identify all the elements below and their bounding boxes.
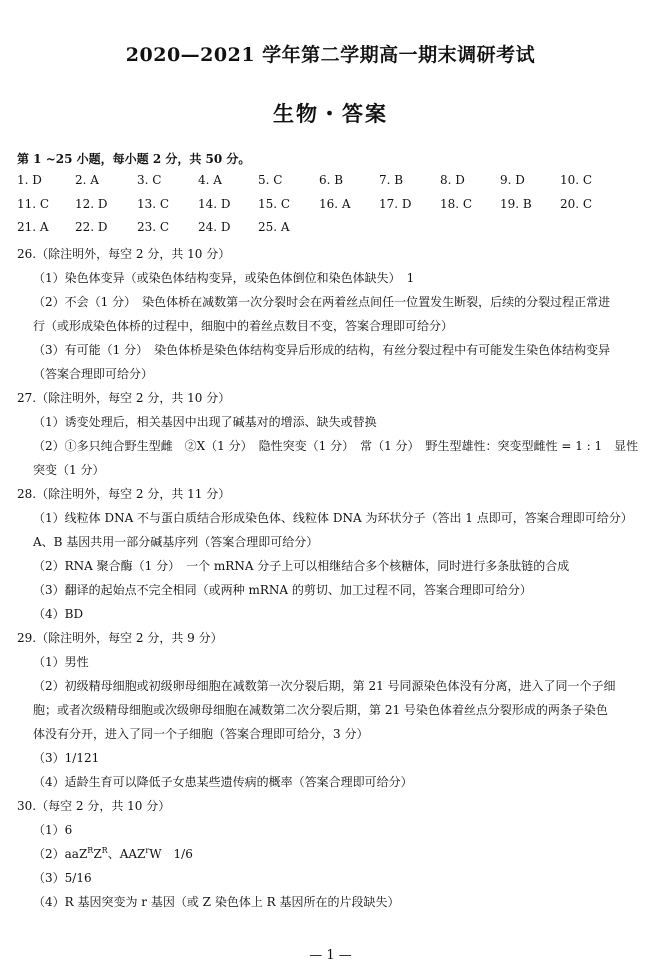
genotype-superscript: R <box>101 846 108 855</box>
answer-item: 1. D <box>17 173 42 187</box>
exam-title: 2020—2021 学年第二学期高一期末调研考试 <box>125 44 536 66</box>
answer-item: 10. C <box>560 173 593 187</box>
answer-item: 23. C <box>137 220 170 234</box>
q29-heading: 29.（除注明外，每空 2 分，共 9 分） <box>17 631 223 645</box>
q26-part3-cont: （答案合理即可给分） <box>33 367 154 381</box>
genotype-text: W 1/6 <box>149 847 193 861</box>
answer-item: 6. B <box>319 173 344 187</box>
genotype-superscript: r <box>145 846 150 855</box>
answer-item: 21. A <box>17 220 49 234</box>
q28-part4: （4）BD <box>33 607 84 621</box>
q26-part2-cont: 行（或形成染色体桥的过程中，细胞中的着丝点数目不变，答案合理即可给分） <box>33 319 454 333</box>
genotype-text: （2）aaZ <box>33 847 88 861</box>
q26-part2: （2）不会（1 分） 染色体桥在减数第一次分裂时会在两着丝点间任一位置发生断裂，后续的分裂过程正常进 <box>33 295 611 309</box>
q27-part1: （1）诱变处理后，相关基因中出现了碱基对的增添、缺失或替换 <box>33 415 377 429</box>
q29-part2-cont: 胞；或者次级精母细胞或次级卵母细胞在减数第二次分裂后期，第 21 号染色体着丝点分裂形成的两条子染色 <box>33 703 608 717</box>
answer-item: 7. B <box>379 173 404 187</box>
q29-part4: （4）适龄生育可以降低子女患某些遗传病的概率（答案合理即可给分） <box>33 775 413 789</box>
q29-part1: （1）男性 <box>33 655 89 669</box>
genotype-text: Z <box>93 847 102 861</box>
q27-part2-cont: 突变（1 分） <box>33 463 105 477</box>
q29-part2: （2）初级精母细胞或初级卵母细胞在减数第一次分裂后期，第 21 号同源染色体没有分离，进入了同一个子细 <box>33 679 616 693</box>
q26-part1: （1）染色体变异（或染色体结构变异，或染色体倒位和染色体缺失） 1 <box>33 271 415 285</box>
answer-item: 12. D <box>75 196 108 211</box>
page-number: — 1 — <box>309 948 352 963</box>
q30-part3: （3）5/16 <box>33 871 92 885</box>
answer-item: 18. C <box>440 196 473 211</box>
answer-item: 5. C <box>258 173 283 187</box>
answer-row <box>17 173 647 197</box>
answer-item: 14. D <box>198 196 231 211</box>
q28-part3: （3）翻译的起始点不完全相同（或两种 mRNA 的剪切、加工过程不同，答案合理即可给分） <box>33 583 532 597</box>
answer-item: 22. D <box>75 220 108 234</box>
q30-part2 <box>17 842 649 866</box>
q28-part1: （1）线粒体 DNA 不与蛋白质结合形成染色体、线粒体 DNA 为环状分子（答出 1 点即可，答案合理即可给分） <box>33 511 633 525</box>
answer-item: 4. A <box>198 173 222 187</box>
q30-part1: （1）6 <box>33 823 73 837</box>
genotype-superscript: R <box>87 846 94 855</box>
answer-item: 8. D <box>440 173 465 187</box>
answer-item: 20. C <box>560 196 593 211</box>
answer-row <box>17 197 647 221</box>
answer-item: 19. B <box>500 196 532 211</box>
q29-part3: （3）1/121 <box>33 751 100 765</box>
answer-item: 13. C <box>137 196 170 211</box>
answer-row <box>17 220 647 244</box>
answer-item: 3. C <box>137 173 162 187</box>
answer-item: 25. A <box>258 220 290 234</box>
answer-item: 24. D <box>198 220 231 234</box>
answer-item: 17. D <box>379 196 412 211</box>
answer-item: 11. C <box>17 196 50 211</box>
q27-part2: （2）①多只纯合野生型雌 ②X（1 分） 隐性突变（1 分） 常（1 分） 野生型雄性：突变型雌性 = 1 : 1 显性 <box>33 439 639 453</box>
q30-part4: （4）R 基因突变为 r 基因（或 Z 染色体上 R 基因所在的片段缺失） <box>33 895 400 909</box>
q27-heading: 27.（除注明外，每空 2 分，共 10 分） <box>17 391 231 405</box>
q28-part1-cont: A、B 基因共用一部分碱基序列（答案合理即可给分） <box>33 535 319 549</box>
q26-heading: 26.（除注明外，每空 2 分，共 10 分） <box>17 247 231 261</box>
q30-heading: 30.（每空 2 分，共 10 分） <box>17 799 171 813</box>
answer-item: 9. D <box>500 173 525 187</box>
multiple-choice-answers <box>17 173 647 244</box>
answer-body <box>17 242 649 914</box>
answer-item: 2. A <box>75 173 99 187</box>
answer-key-subtitle: 生物・答案 <box>273 101 388 126</box>
q28-heading: 28.（除注明外，每空 2 分，共 11 分） <box>17 487 231 501</box>
q29-part2-cont2: 体没有分开，进入了同一个子细胞（答案合理即可给分，3 分） <box>33 727 369 741</box>
answer-item: 16. A <box>319 196 351 211</box>
answer-item: 15. C <box>258 196 291 211</box>
q28-part2: （2）RNA 聚合酶（1 分） 一个 mRNA 分子上可以相继结合多个核糖体，同时进行多条肽链的合成 <box>33 559 570 573</box>
section-intro: 第 1 ~25 小题，每小题 2 分，共 50 分。 <box>17 152 251 166</box>
genotype-text: 、AAZ <box>107 847 146 861</box>
q26-part3: （3）有可能（1 分） 染色体桥是染色体结构变异后形成的结构，有丝分裂过程中有可能发生染色体结构变异 <box>33 343 611 357</box>
